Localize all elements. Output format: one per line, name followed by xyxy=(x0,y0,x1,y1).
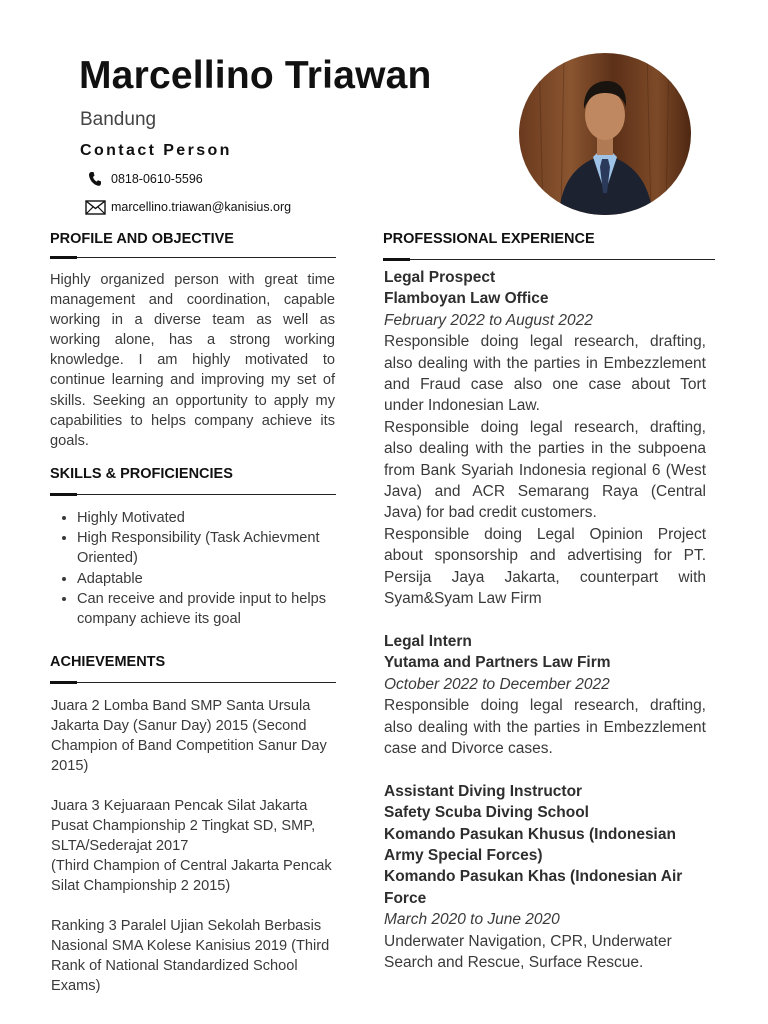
job-organization: Safety Scuba Diving School xyxy=(384,804,589,822)
job-organization: Komando Pasukan Khas (Indonesian Air Force xyxy=(384,868,683,907)
experience-divider xyxy=(383,259,715,260)
job-role: Legal Intern xyxy=(384,632,472,650)
profile-photo xyxy=(519,53,691,215)
candidate-city: Bandung xyxy=(80,109,157,130)
phone-number: 0818-0610-5596 xyxy=(111,172,203,186)
job-period: October 2022 to December 2022 xyxy=(384,675,610,693)
job-period: March 2020 to June 2020 xyxy=(384,911,560,929)
skills-heading: SKILLS & PROFICIENCIES xyxy=(50,466,233,482)
job-duty: Responsible doing legal research, drafting, also dealing with the parties in Embezzlement and Fraud case also one case about Tort under Indonesian Law. xyxy=(384,333,706,415)
profile-text: Highly organized person with great time management and coordination, capable working in a diverse team as well as working alone, has a strong working knowledge. I am highly motivated to continue learning and improving my set of skills. Seeking an opportunity to apply my capabilities to helps company achieve its goals. xyxy=(50,272,335,449)
skills-divider-accent xyxy=(50,493,77,496)
email-address: marcellino.triawan@kanisius.org xyxy=(111,200,292,214)
candidate-name: Marcellino Triawan xyxy=(79,54,432,97)
contact-person-heading: Contact Person xyxy=(80,142,232,159)
profile-heading: PROFILE AND OBJECTIVE xyxy=(50,231,234,247)
profile-divider-accent xyxy=(50,256,77,259)
achievement-item: Juara 3 Kejuaraan Pencak Silat Jakarta Pusat Championship 2 Tingkat SD, SMP, SLTA/Sederajat 2017 xyxy=(51,798,316,854)
job-duty: Responsible doing legal research, drafting, also dealing with the parties in Embezzlement case and Divorce cases. xyxy=(384,697,706,757)
skill-item: • Adaptable xyxy=(77,569,367,589)
skills-divider xyxy=(50,494,336,495)
email-row xyxy=(84,199,291,215)
phone-icon xyxy=(84,171,106,187)
job-duty: Responsible doing legal research, drafting, also dealing with the parties in the subpoena from Bank Syariah Indonesia regional 6 (West Java) and ACR Semarang Raya (Central Java) for bad credit customers. xyxy=(384,418,706,522)
achievement-item: Ranking 3 Paralel Ujian Sekolah Berbasis Nasional SMA Kolese Kanisius 2019 (Third Rank of National Standardized School Exams) xyxy=(51,918,330,994)
envelope-icon xyxy=(84,199,106,215)
job-duty: Responsible doing Legal Opinion Project about sponsorship and advertising for PT. Persija Jaya Jakarta, counterpart with Syam&Syam Law Firm xyxy=(384,525,706,608)
skill-item: • Can receive and provide input to helps company achieve its goal xyxy=(77,589,367,629)
job-organization: Komando Pasukan Khusus (Indonesian Army Special Forces) xyxy=(384,825,676,864)
achievements-heading: ACHIEVEMENTS xyxy=(50,654,166,670)
job-role: Legal Prospect xyxy=(384,269,496,286)
phone-row xyxy=(84,171,203,187)
experience-heading: PROFESSIONAL EXPERIENCE xyxy=(383,231,595,247)
job-role: Assistant Diving Instructor xyxy=(384,782,583,800)
experience-divider-accent xyxy=(383,258,410,261)
job-organization: Flamboyan Law Office xyxy=(384,290,549,308)
profile-divider xyxy=(50,257,336,258)
experience-list xyxy=(384,267,706,973)
achievements-divider-accent xyxy=(50,681,77,684)
achievements-divider xyxy=(50,682,336,683)
achievement-item: (Third Champion of Central Jakarta Pencak Silat Championship 2 2015) xyxy=(51,858,332,894)
skills-list xyxy=(50,508,367,629)
achievement-item: Juara 2 Lomba Band SMP Santa Ursula Jakarta Day (Sanur Day) 2015 (Second Champion of Band Competition Sanur Day 2015) xyxy=(51,698,327,774)
job-organization: Yutama and Partners Law Firm xyxy=(384,654,611,672)
job-period: February 2022 to August 2022 xyxy=(384,311,593,329)
skill-item: • Highly Motivated xyxy=(77,508,367,528)
job-duty: Underwater Navigation, CPR, Underwater Search and Rescue, Surface Rescue. xyxy=(384,932,672,971)
skill-item: • High Responsibility (Task Achievment Oriented) xyxy=(77,528,367,568)
